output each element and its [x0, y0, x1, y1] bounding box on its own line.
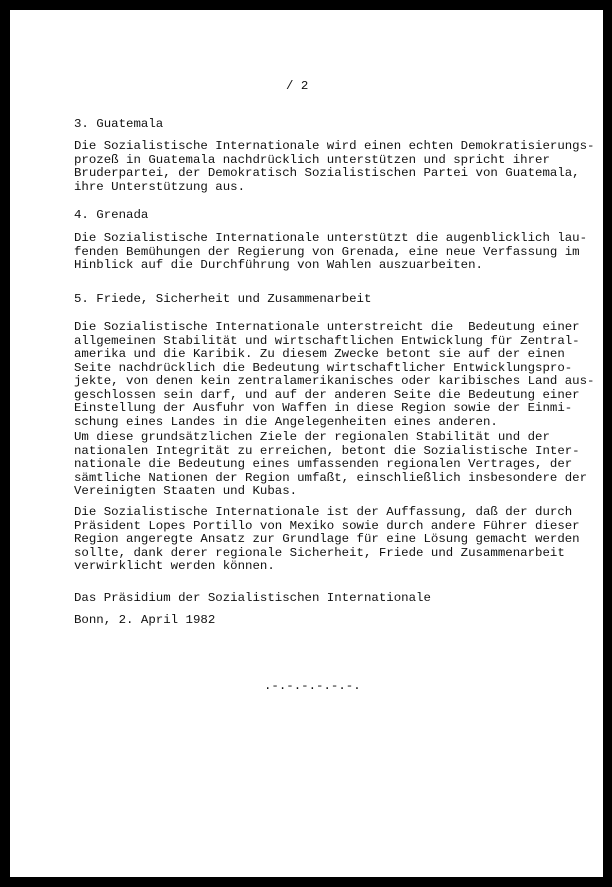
date-line: Bonn, 2. April 1982 [74, 613, 216, 627]
page-number: / 2 [286, 79, 309, 93]
paragraph-grenada: Die Sozialistische Internationale unterstützt die augenblicklich lau- fenden Bemühungen der Regierung von Grenada, eine neue Verfassung im Hinblick auf die Durchführung von Wahlen auszuarbeiten. [74, 231, 588, 272]
section-heading-guatemala: 3. Guatemala [74, 117, 164, 131]
section-heading-friede: 5. Friede, Sicherheit und Zusammenarbeit [74, 292, 372, 306]
paragraph-stabilitaet: Die Sozialistische Internationale unterstreicht die Bedeutung einer allgemeinen Stabilität und wirtschaftlichen Entwicklung für Zentral- amerika und die Karibik. Zu diesem Zwecke betont sie auf der einen Seite nachdrücklich die Bedeutung wirtschaftlicher Entwicklungspro- jekte, von denen kein zentralamerikanisches oder karibisches Land aus- geschlossen sein darf, und auf der anderen Seite die Bedeutung einer Einstellung der Ausfuhr von Waffen in diese Region sowie der Einmi- schung eines Landes in die Angelegenheiten eines anderen. [74, 320, 595, 429]
paragraph-integritaet: Um diese grundsätzlichen Ziele der regionalen Stabilität und der nationalen Integrität zu erreichen, betont die Sozialistische Inter- nationale die Bedeutung eines umfassenden regionalen Vertrages, der sämtliche Nationen der Region umfaßt, einschließlich insbesondere der Vereinigten Staaten und Kubas. [74, 430, 588, 498]
signature-line: Das Präsidium der Sozialistischen Internationale [74, 591, 431, 605]
section-heading-grenada: 4. Grenada [74, 208, 149, 222]
paragraph-auffassung: Die Sozialistische Internationale ist der Auffassung, daß der durch Präsident Lopes Portillo von Mexiko sowie durch andere Führer dieser Region angeregte Ansatz zur Grundlage für eine Lösung gemacht werden sollte, dank derer regionale Sicherheit, Friede und Zusammenarbeit verwirklicht werden können. [74, 505, 580, 573]
end-mark: .-.-.-.-.-.-. [264, 679, 361, 693]
document-page [10, 10, 603, 877]
paragraph-guatemala: Die Sozialistische Internationale wird einen echten Demokratisierungs- prozeß in Guatemala nachdrücklich unterstützen und spricht ihrer Bruderpartei, der Demokratisch Sozialistischen Partei von Guatemala, ihre Unterstützung aus. [74, 139, 595, 194]
